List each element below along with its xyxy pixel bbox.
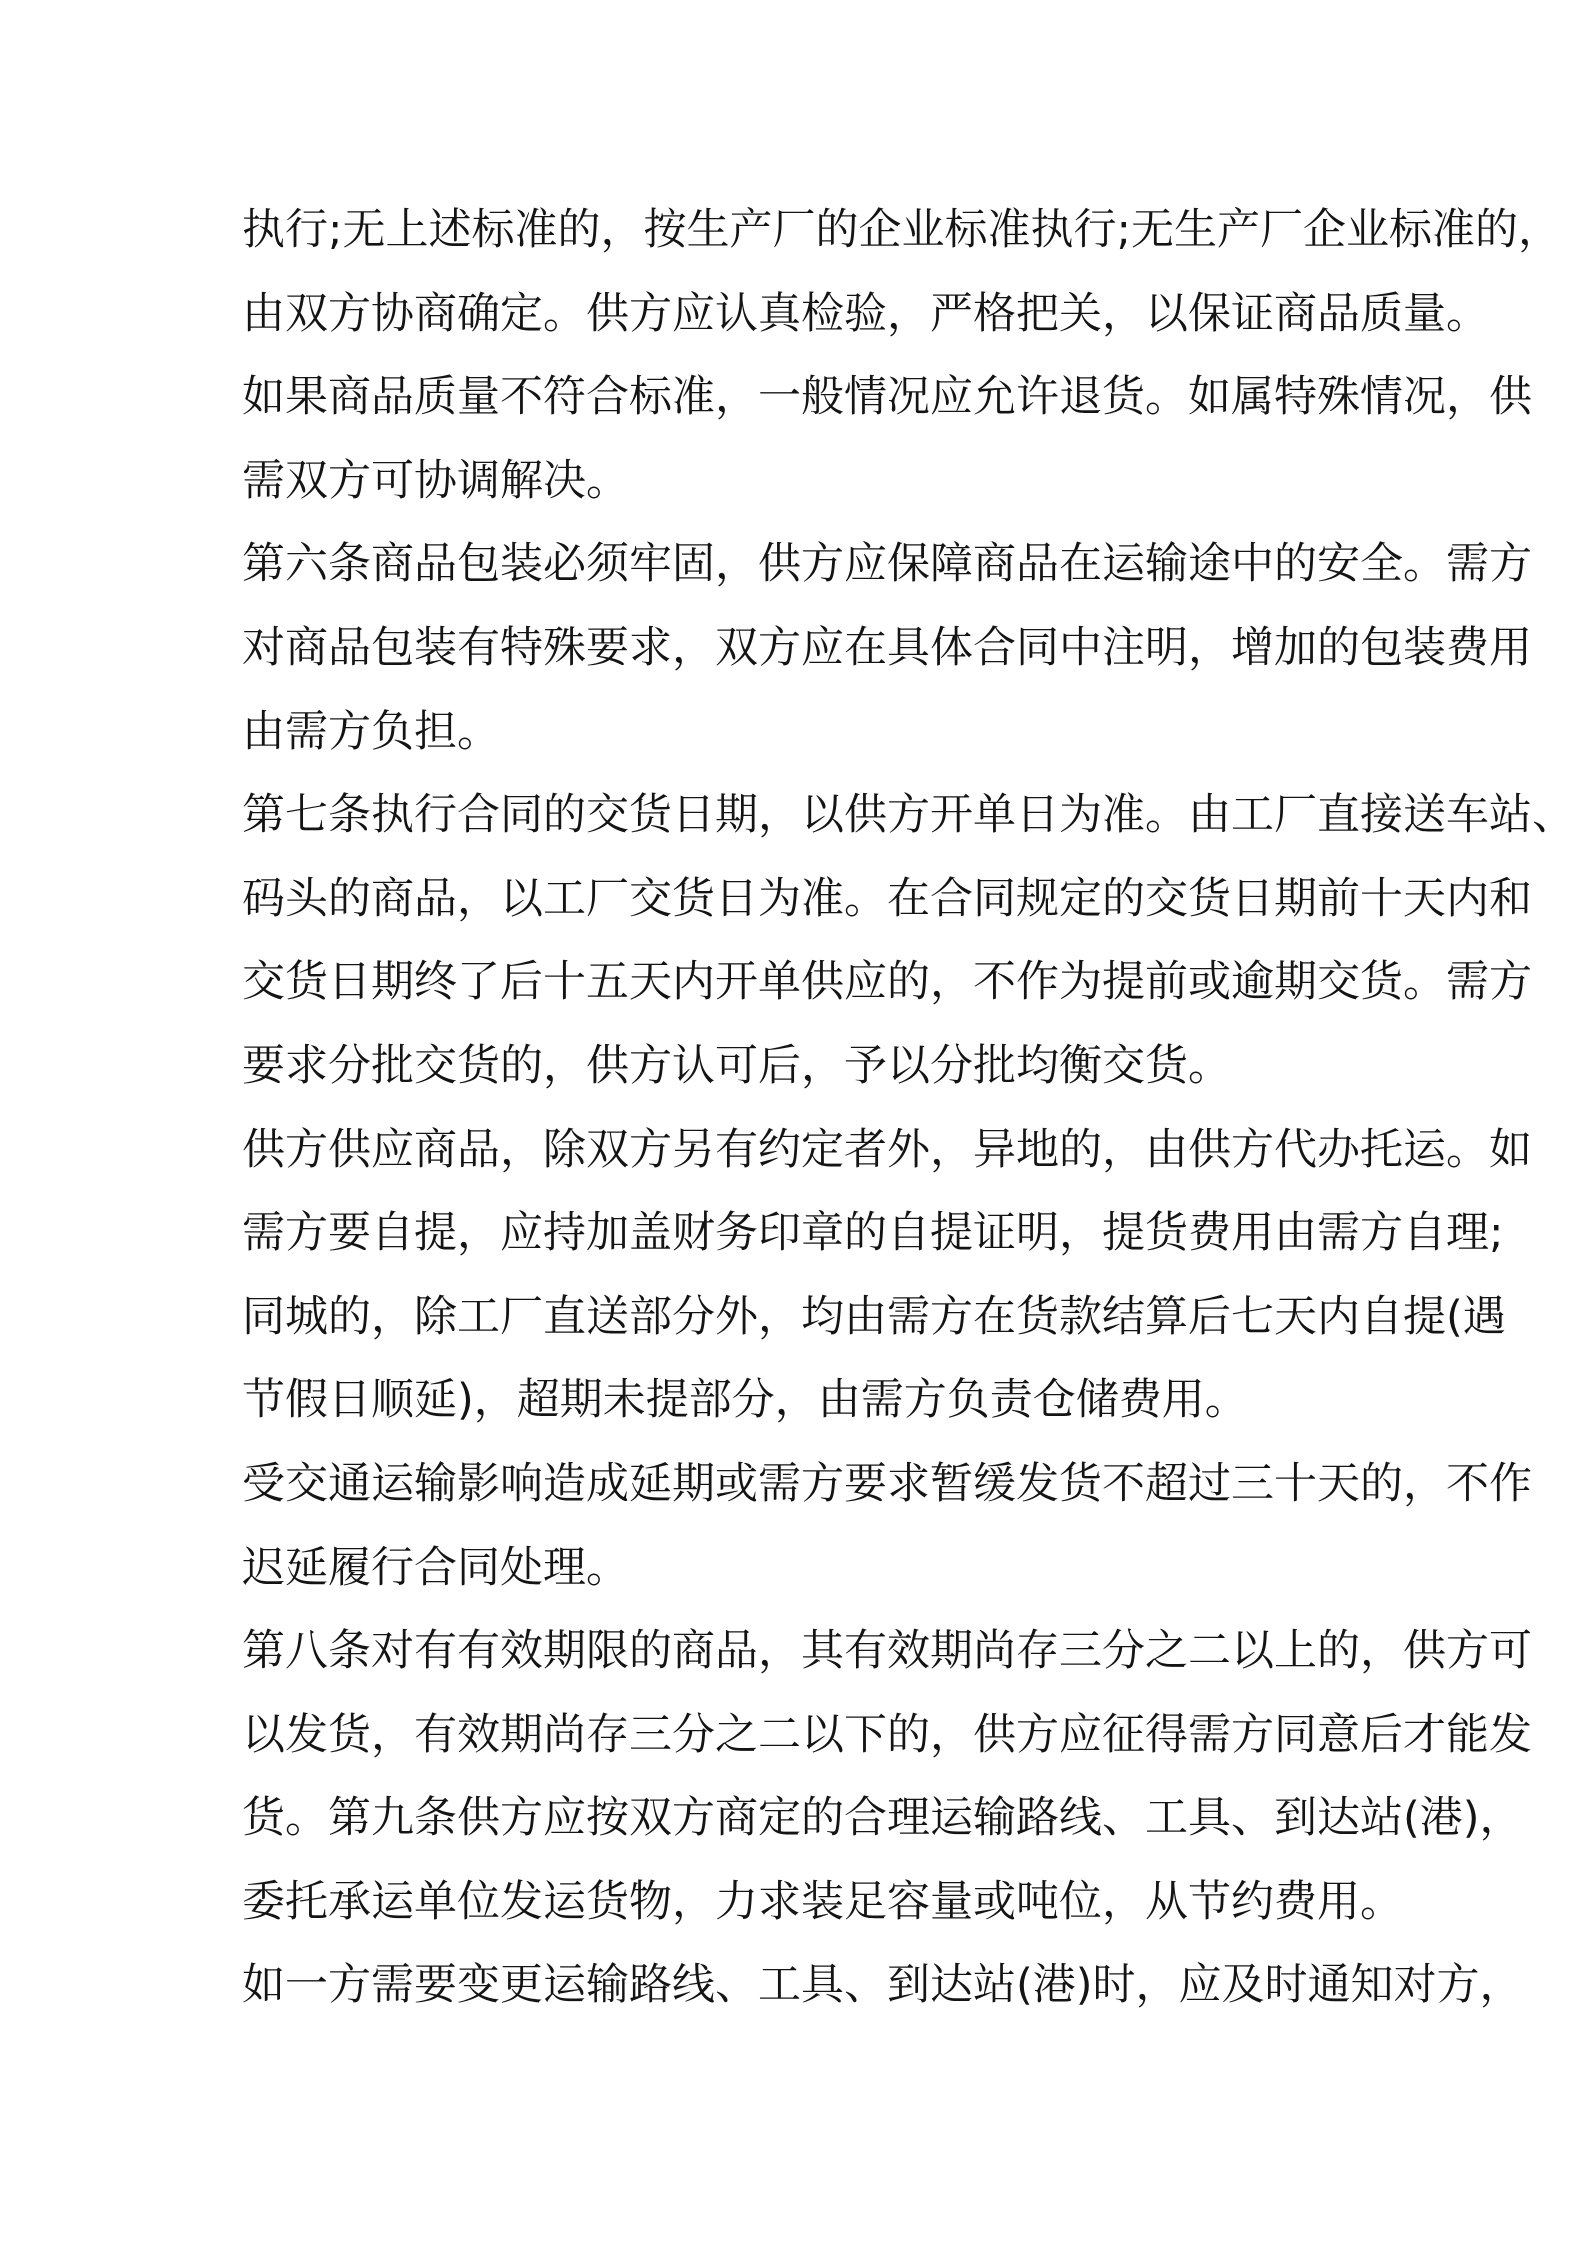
document-body xyxy=(242,189,1575,2028)
text-line: 如果商品质量不符合标准，一般情况应允许退货。如属特殊情况，供 xyxy=(242,372,1532,423)
text-line: 码头的商品，以工厂交货日为准。在合同规定的交货日期前十天内和 xyxy=(242,873,1532,924)
paragraph xyxy=(242,774,1575,1108)
paragraph xyxy=(242,1443,1532,1610)
text-line: 第八条对有有效期限的商品，其有效期尚存三分之二以上的，供方可 xyxy=(242,1626,1532,1677)
text-line: 同城的，除工厂直送部分外，均由需方在货款结算后七天内自提(遇 xyxy=(242,1291,1506,1342)
text-line: 迟延履行合同处理。 xyxy=(242,1542,629,1593)
paragraph xyxy=(242,1109,1532,1443)
paragraph xyxy=(242,1944,1523,2028)
text-line: 节假日顺延)，超期未提部分，由需方负责仓储费用。 xyxy=(242,1375,1248,1426)
text-line: 如一方需要变更运输路线、工具、到达站(港)时，应及时通知对方， xyxy=(242,1960,1523,2011)
text-line: 由需方负担。 xyxy=(242,706,500,757)
paragraph xyxy=(242,189,1561,356)
text-line: 供方供应商品，除双方另有约定者外，异地的，由供方代办托运。如 xyxy=(242,1124,1532,1175)
text-line: 第六条商品包装必须牢固，供方应保障商品在运输途中的安全。需方 xyxy=(242,539,1532,590)
paragraph xyxy=(242,1610,1532,1944)
text-line: 货。第九条供方应按双方商定的合理运输路线、工具、到达站(港)， xyxy=(242,1793,1523,1844)
text-line: 由双方协商确定。供方应认真检验，严格把关，以保证商品质量。 xyxy=(242,288,1489,339)
text-line: 交货日期终了后十五天内开单供应的，不作为提前或逾期交货。需方 xyxy=(242,957,1532,1008)
text-line: 第七条执行合同的交货日期，以供方开单日为准。由工厂直接送车站、 xyxy=(242,790,1575,841)
text-line: 以发货，有效期尚存三分之二以下的，供方应征得需方同意后才能发 xyxy=(242,1709,1532,1760)
paragraph xyxy=(242,523,1532,774)
text-line: 执行;无上述标准的，按生产厂的企业标准执行;无生产厂企业标准的， xyxy=(242,205,1561,255)
text-line: 委托承运单位发运货物，力求装足容量或吨位，从节约费用。 xyxy=(242,1876,1403,1927)
text-line: 受交通运输影响造成延期或需方要求暂缓发货不超过三十天的，不作 xyxy=(242,1458,1532,1509)
text-line: 对商品包装有特殊要求，双方应在具体合同中注明，增加的包装费用 xyxy=(242,622,1532,673)
text-line: 需方要自提，应持加盖财务印章的自提证明，提货费用由需方自理; xyxy=(242,1208,1504,1259)
text-line: 需双方可协调解决。 xyxy=(242,455,629,506)
paragraph xyxy=(242,356,1532,523)
text-line: 要求分批交货的，供方认可后，予以分批均衡交货。 xyxy=(242,1040,1231,1091)
